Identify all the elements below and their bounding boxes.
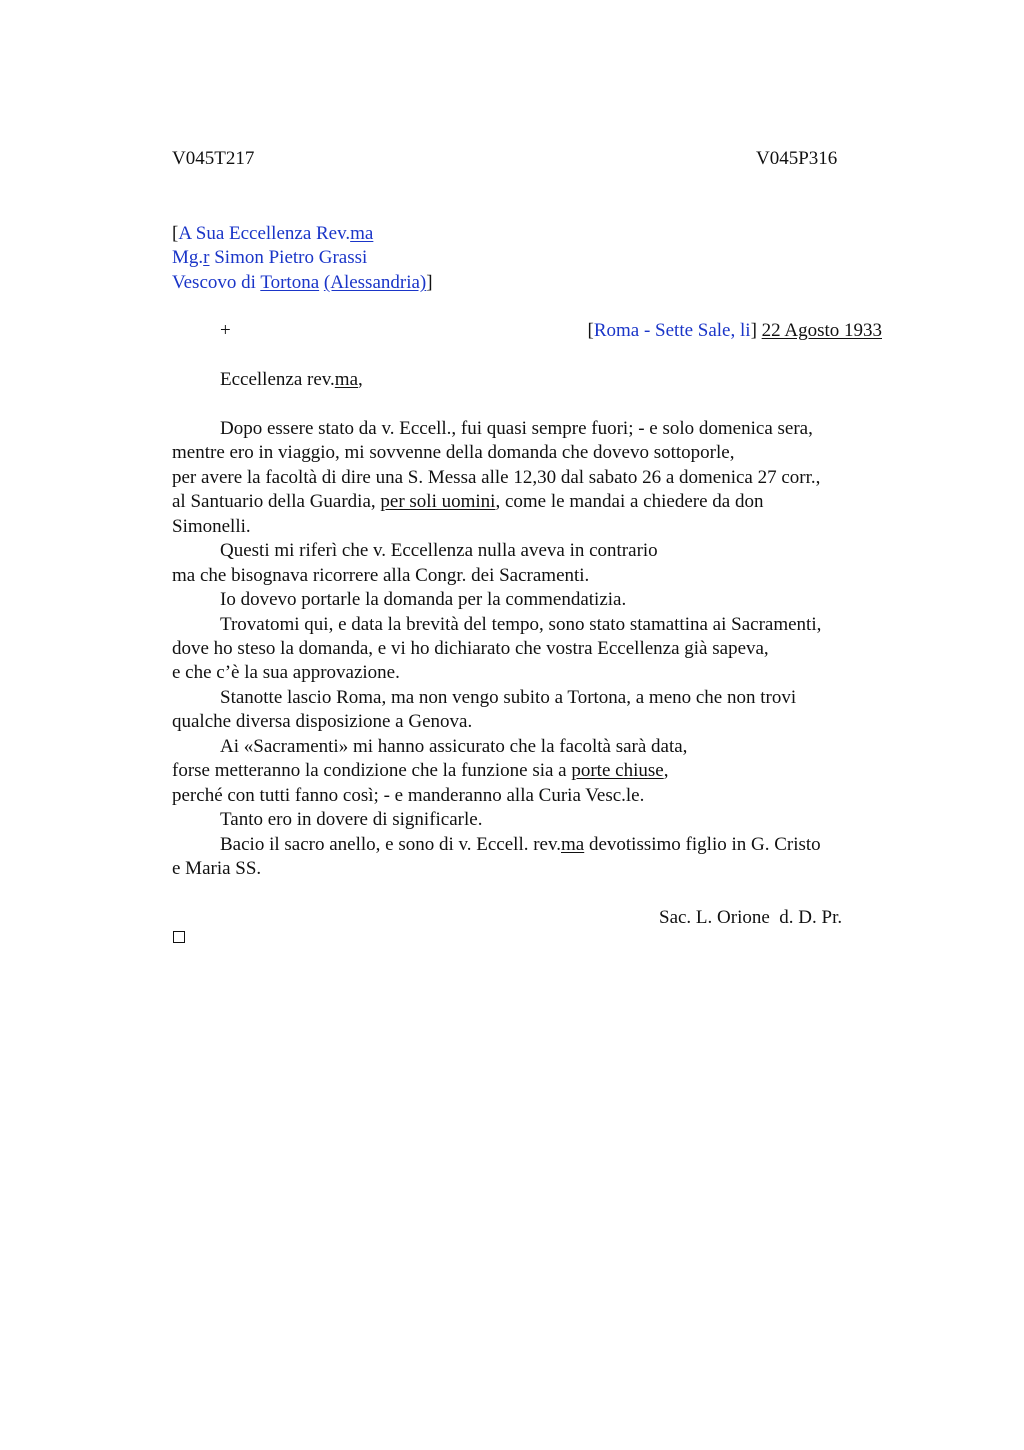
body-line: dove ho steso la domanda, e vi ho dichiarato che vostra Eccellenza già sapeva, [172, 638, 769, 659]
body-line: Dopo essere stato da v. Eccell., fui quasi sempre fuori; - e solo domenica sera, [220, 418, 813, 439]
address-recipient-title-abbrev: ma [350, 223, 374, 244]
body-line: qualche diversa disposizione a Genova. [172, 711, 473, 732]
body-line: Stanotte lascio Roma, ma non vengo subito a Tortona, a meno che non trovi [220, 687, 797, 708]
address-recipient-name: Simon Pietro Grassi [209, 247, 368, 268]
address-line-2 [172, 248, 367, 267]
body-line: Simonelli. [172, 516, 251, 537]
address-city: Tortona [260, 272, 320, 293]
address-role: Vescovo di [172, 272, 261, 293]
body-line: Trovatomi qui, e data la brevità del tempo, sono stato stamattina ai Sacramenti, [220, 614, 822, 635]
address-honorific: Mg. [172, 247, 204, 268]
dateline-place: Roma - Sette Sale, li [593, 320, 751, 341]
body-line: e che c’è la sua approvazione. [172, 662, 400, 683]
signature: Sac. L. Orione d. D. Pr. [659, 907, 843, 928]
address-open-bracket: [ [172, 223, 179, 244]
body-line: Tanto ero in dovere di significarle. [220, 809, 483, 830]
emphasis-per-soli-uomini: per soli uomini [380, 491, 496, 512]
document-code-left: V045T217 [172, 148, 255, 169]
cross-symbol: + [220, 320, 231, 341]
body-line: Bacio il sacro anello, e sono di v. Eccell. rev.ma devotissimo figlio in G. Cristo [220, 834, 821, 855]
address-line-1 [172, 224, 373, 243]
dateline: [Roma - Sette Sale, li] 22 Agosto 1933 [587, 320, 882, 341]
salutation: Eccellenza rev.ma, [220, 369, 363, 390]
body-line: mentre ero in viaggio, mi sovvenne della domanda che dovevo sottoporle, [172, 442, 735, 463]
address-recipient-title: A Sua Eccellenza Rev. [178, 223, 351, 244]
body-line: perché con tutti fanno così; - e manderanno alla Curia Vesc.le. [172, 785, 645, 806]
body-line: Questi mi riferì che v. Eccellenza nulla aveva in contrario [220, 540, 658, 561]
address-close-bracket: ] [426, 272, 433, 293]
emphasis-porte-chiuse: porte chiuse [571, 760, 664, 781]
body-line: al Santuario della Guardia, per soli uomini, come le mandai a chiedere da don [172, 491, 764, 512]
address-honorific-abbrev: r [203, 247, 210, 268]
body-line: ma che bisognava ricorrere alla Congr. dei Sacramenti. [172, 565, 590, 586]
document-code-right: V045P316 [756, 148, 838, 169]
address-line-3 [172, 273, 433, 292]
body-line: per avere la facoltà di dire una S. Messa alle 12,30 dal sabato 26 a domenica 27 corr., [172, 467, 821, 488]
body-line: forse metteranno la condizione che la funzione sia a porte chiuse, [172, 760, 669, 781]
dateline-date: 22 Agosto 1933 [761, 320, 882, 341]
body-line: Ai «Sacramenti» mi hanno assicurato che la facoltà sarà data, [220, 736, 688, 757]
body-line: Io dovevo portarle la domanda per la commendatizia. [220, 589, 627, 610]
address-province: (Alessandria) [323, 272, 427, 293]
body-line: e Maria SS. [172, 858, 262, 879]
end-square-icon [173, 931, 185, 943]
